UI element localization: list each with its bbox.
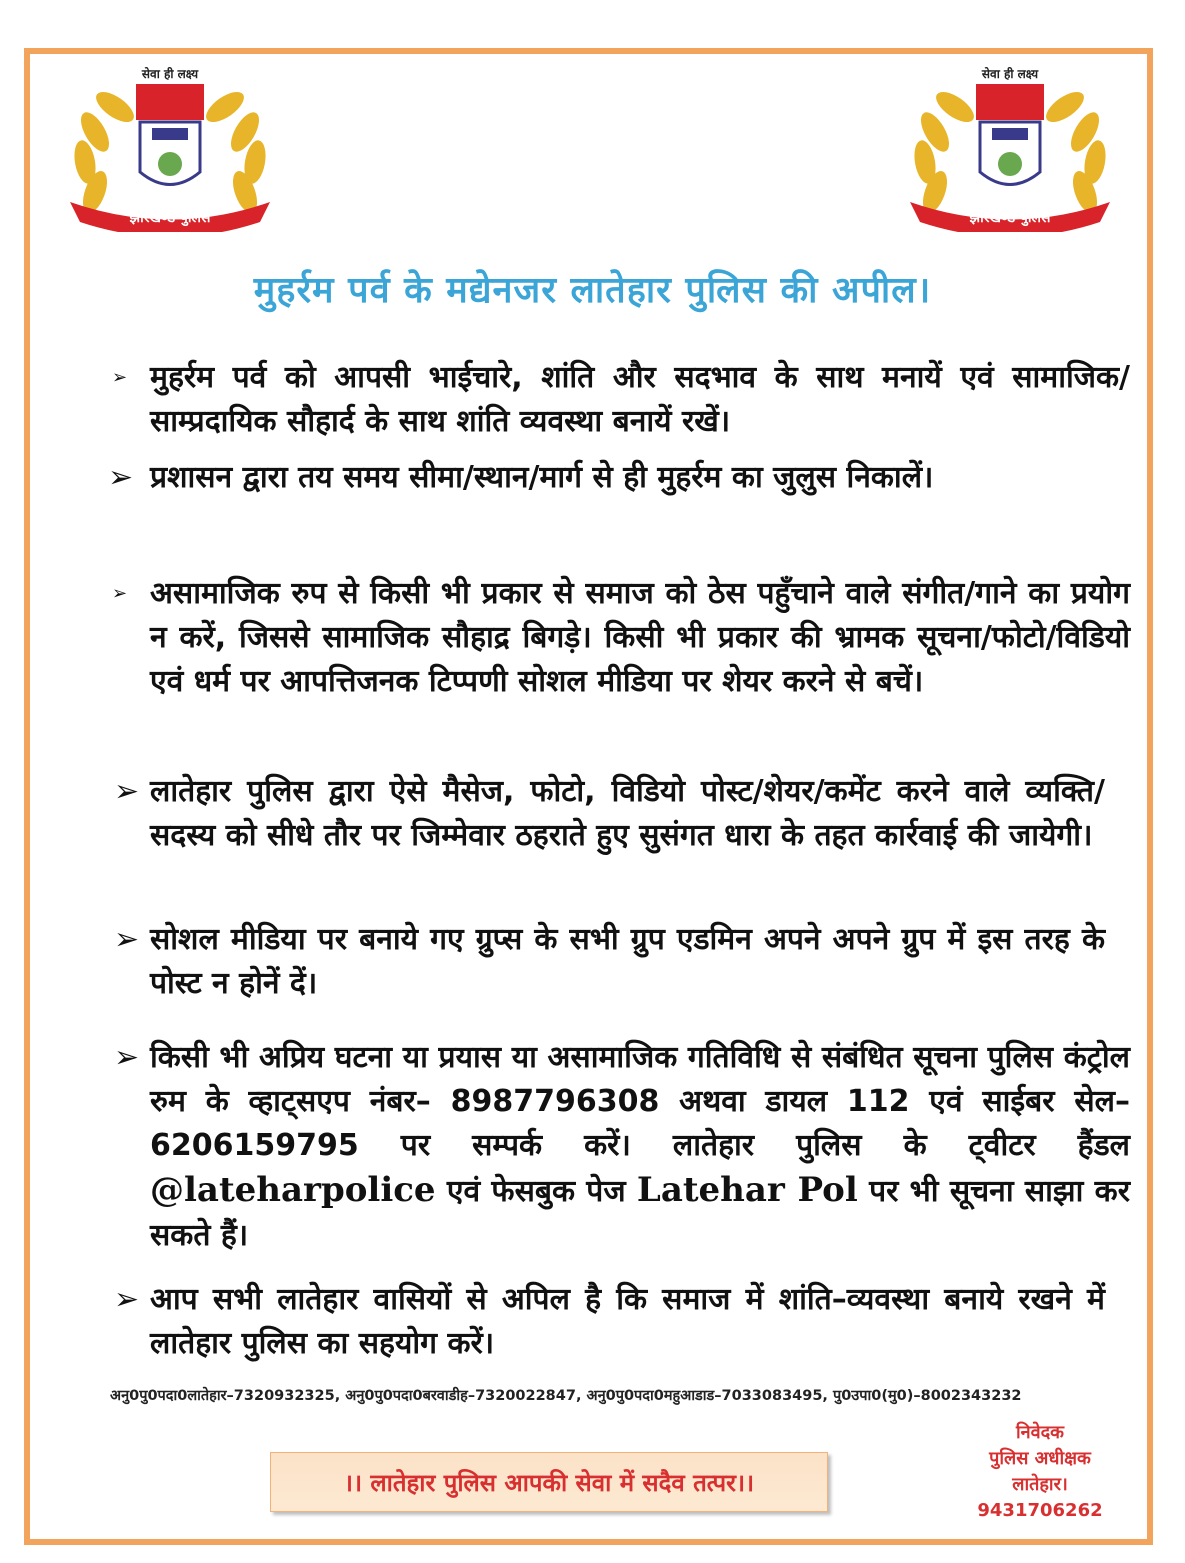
share-text: पर भी सूचना साझा कर सकते हैं। (150, 1174, 1130, 1253)
arrow-bullet-icon: ➢ (112, 367, 128, 388)
svg-text:सेवा ही लक्ष्य: सेवा ही लक्ष्य (141, 67, 199, 81)
arrow-bullet-icon: ➢ (112, 583, 128, 604)
signature-block (960, 1420, 1120, 1524)
signature-line-1: निवेदक (1015, 1422, 1065, 1443)
arrow-bullet-icon: ➢ (114, 922, 140, 957)
appeal-item-6 (114, 1036, 1130, 1258)
appeal-item-4: ➢ लातेहार पुलिस द्वारा ऐसे मैसेज, फोटो, विडियो पोस्ट/शेयर/कमेंट करने वाले व्यक्ति/सदस्य को सीधे तौर पर जिम्मेवार ठहराते हुए सुसंगत धारा के तहत कार्रवाई की जायेगी। (150, 770, 1105, 858)
contact-text: किसी भी अप्रिय घटना या प्रयास या असामाजिक गतिविधि से संबंधित सूचना पुलिस कंट्रोल रुम के व्हाट्सएप नंबर– 8987796308 अथवा डायल 112 एवं साईबर सेल– 6206159795 पर सम्पर्क करें। लातेहार पुलिस के ट्वीटर हैंडल (150, 1040, 1130, 1163)
appeal-item-2: ➢ प्रशासन द्वारा तय समय सीमा/स्थान/मार्ग से ही मुहर्रम का जुलुस निकालें। (150, 456, 1130, 500)
appeal-item-5: ➢ सोशल मीडिया पर बनाये गए ग्रुप्स के सभी ग्रुप एडमिन अपने अपने ग्रुप में इस तरह के पोस्ट न होनें दें। (150, 918, 1105, 1006)
appeal-item-3: ➢ असामाजिक रुप से किसी भी प्रकार से समाज को ठेस पहुँचाने वाले संगीत/गाने का प्रयोग न करें, जिससे सामाजिक सौहाद्र बिगड़े। किसी भी प्रकार की भ्रामक सूचना/फोटो/विडियो एवं धर्म पर आपत्तिजनक टिप्पणी सोशल मीडिया पर शेयर करने से बचें। (150, 572, 1130, 704)
arrow-bullet-icon: ➢ (114, 1282, 140, 1317)
svg-text:झारखण्ड पुलिस: झारखण्ड पुलिस (129, 210, 211, 226)
page-title: मुहर्रम पर्व के मद्येनजर लातेहार पुलिस की अपील। (253, 270, 932, 311)
appeal-item-7: ➢ आप सभी लातेहार वासियों से अपिल है कि समाज में शांति–व्यवस्था बनाये रखने में लातेहार पुलिस का सहयोग करें। (150, 1278, 1105, 1366)
facebook-page[interactable]: Latehar Pol (636, 1170, 858, 1210)
signature-phone: 9431706262 (977, 1500, 1103, 1521)
signature-line-3: लातेहार। (1012, 1474, 1068, 1495)
officer-contacts: अनु0पु0पदा0लातेहार–7320932325, अनु0पु0पदा0बरवाडीह–7320022847, अनु0पु0पदा0महुआडाड–7033083495, पु0उपा0(मु0)–8002343232 (110, 1388, 1022, 1404)
arrow-bullet-icon: ➢ (114, 1040, 140, 1075)
arrow-bullet-icon: ➢ (114, 774, 140, 809)
appeal-item-1: ➢ मुहर्रम पर्व को आपसी भाईचारे, शांति और सदभाव के साथ मनायें एवं सामाजिक/साम्प्रदायिक सौहार्द के साथ शांति व्यवस्था बनायें रखें। (150, 356, 1130, 444)
svg-text:झारखण्ड पुलिस: झारखण्ड पुलिस (969, 210, 1051, 226)
signature-line-2: पुलिस अधीक्षक (989, 1448, 1091, 1469)
twitter-handle[interactable]: @lateharpolice (150, 1170, 436, 1210)
svg-text:सेवा ही लक्ष्य: सेवा ही लक्ष्य (981, 67, 1039, 81)
arrow-bullet-icon: ➢ (108, 460, 134, 495)
jharkhand-police-emblem-left (40, 62, 300, 232)
jharkhand-police-emblem-right (880, 62, 1140, 232)
service-banner: ।। लातेहार पुलिस आपकी सेवा में सदैव तत्पर।। (270, 1452, 828, 1512)
facebook-text: एवं फेसबुक पेज (435, 1174, 637, 1209)
